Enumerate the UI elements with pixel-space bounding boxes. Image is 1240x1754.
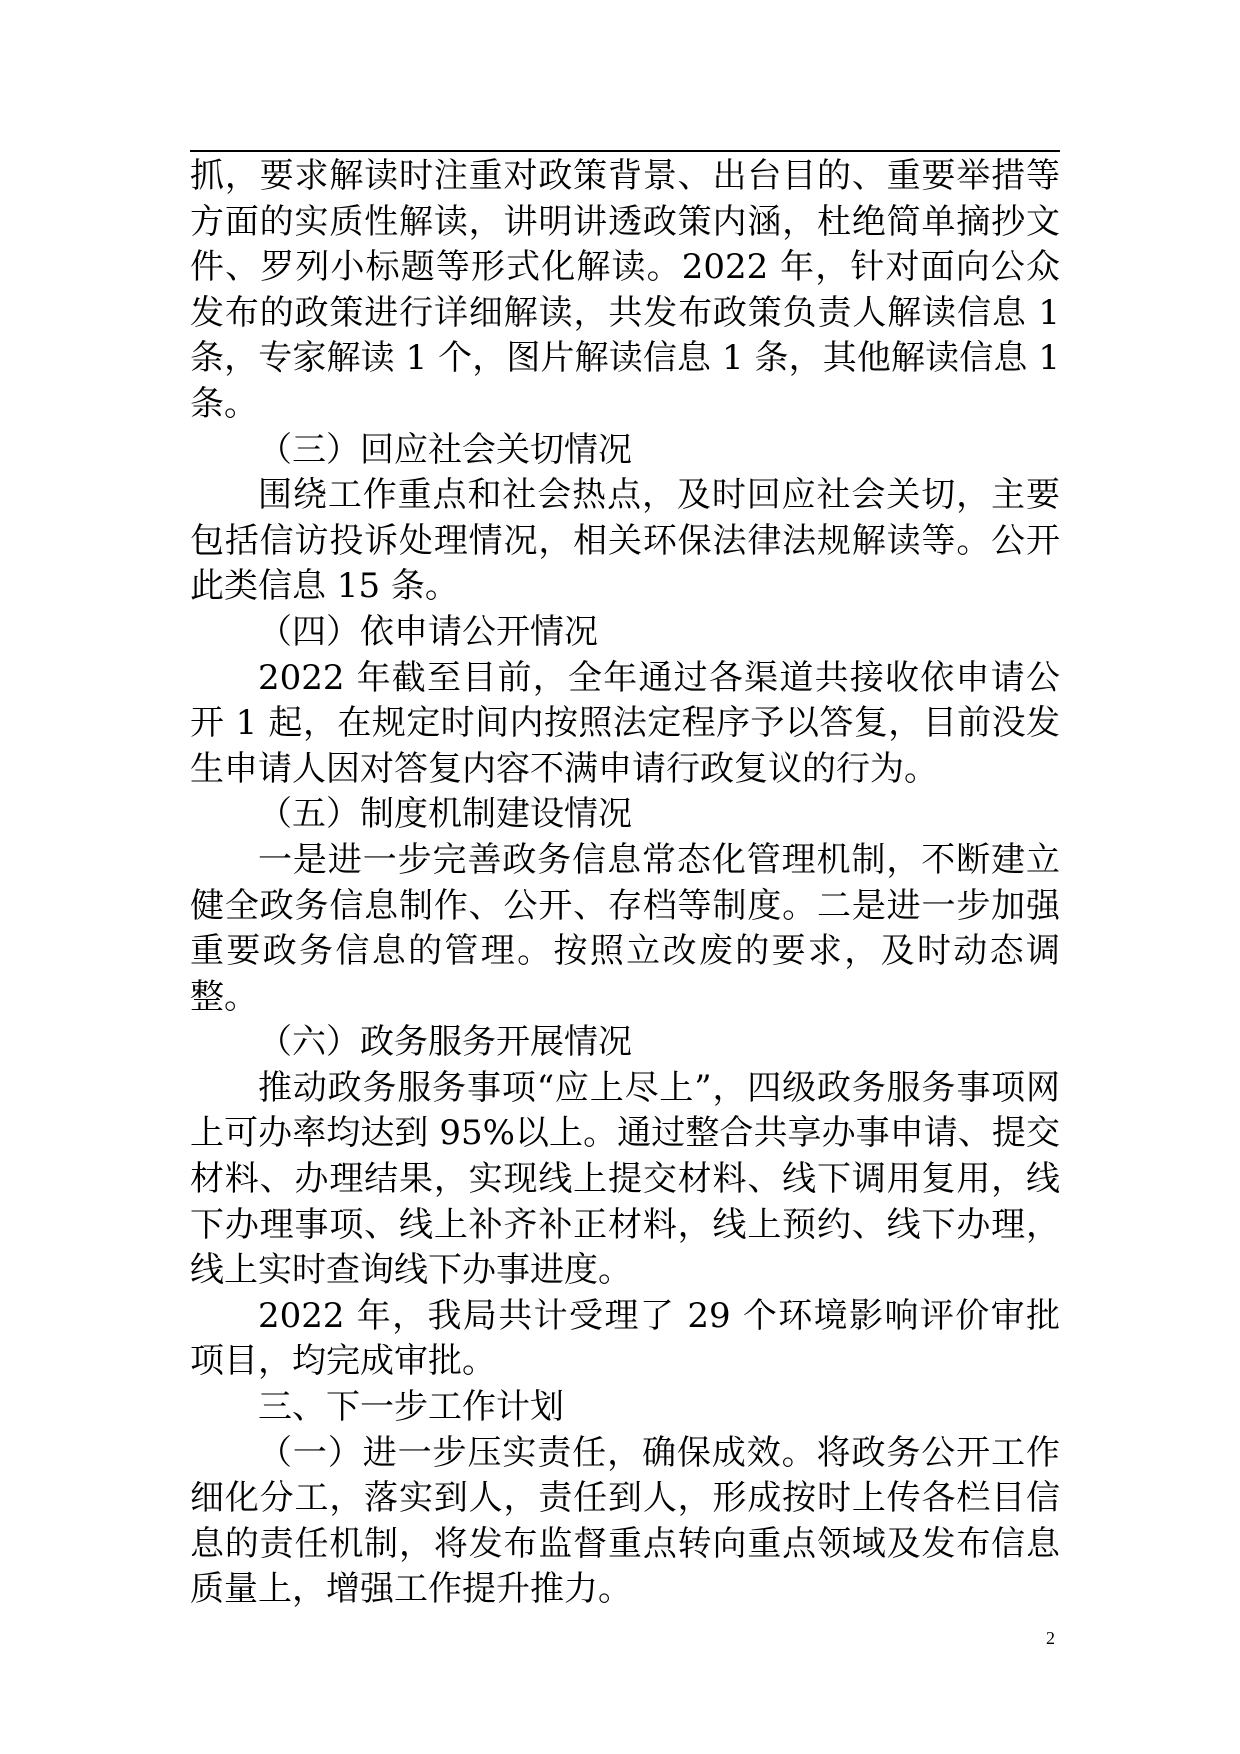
paragraph: 推动政务服务事项“应上尽上”，四级政务服务事项网上可办率均达到 95%以上。通过整合共享办事申请、提交材料、办理结果，实现线上提交材料、线下调用复用，线下办理事项、线上补齐补正材料，线上预约、线下办理，线上实时查询线下办事进度。 xyxy=(190,1067,1060,1291)
paragraph: 2022 年截至目前，全年通过各渠道共接收依申请公开 1 起，在规定时间内按照法定程序予以答复，目前没发生申请人因对答复内容不满申请行政复议的行为。 xyxy=(190,657,1060,789)
page-number: 2 xyxy=(1046,1628,1055,1648)
header-rule xyxy=(190,150,1060,152)
paragraph: 2022 年，我局共计受理了 29 个环境影响评价审批项目，均完成审批。 xyxy=(190,1295,1060,1382)
paragraph: 一是进一步完善政务信息常态化管理机制，不断建立健全政务信息制作、公开、存档等制度。二是进一步加强重要政务信息的管理。按照立改废的要求，及时动态调整。 xyxy=(190,839,1060,1017)
section-heading-next-plan: 三、下一步工作计划 xyxy=(258,1387,564,1428)
paragraph-continued: 抓，要求解读时注重对政策背景、出台目的、重要举措等方面的实质性解读，讲明讲透政策内涵，杜绝简单摘抄文件、罗列小标题等形式化解读。2022 年，针对面向公众发布的政策进行详细解读，共发布政策负责人解读信息 1 条，专家解读 1 个，图片解读信息 1 条，其他解读信息 1 条。 xyxy=(190,156,1060,424)
section-heading-institution-building: （五）制度机制建设情况 xyxy=(258,794,632,835)
section-heading-government-services: （六）政务服务开展情况 xyxy=(258,1022,632,1063)
paragraph: 围绕工作重点和社会热点，及时回应社会关切，主要包括信访投诉处理情况，相关环保法律法规解读等。公开此类信息 15 条。 xyxy=(190,475,1060,607)
section-heading-respond-concerns: （三）回应社会关切情况 xyxy=(258,429,632,470)
paragraph: （一）进一步压实责任，确保成效。将政务公开工作细化分工，落实到人，责任到人，形成按时上传各栏目信息的责任机制，将发布监督重点转向重点领域及发布信息质量上，增强工作提升推力。 xyxy=(190,1432,1060,1610)
body-text xyxy=(190,154,1060,1613)
section-heading-application-disclosure: （四）依申请公开情况 xyxy=(258,611,598,652)
